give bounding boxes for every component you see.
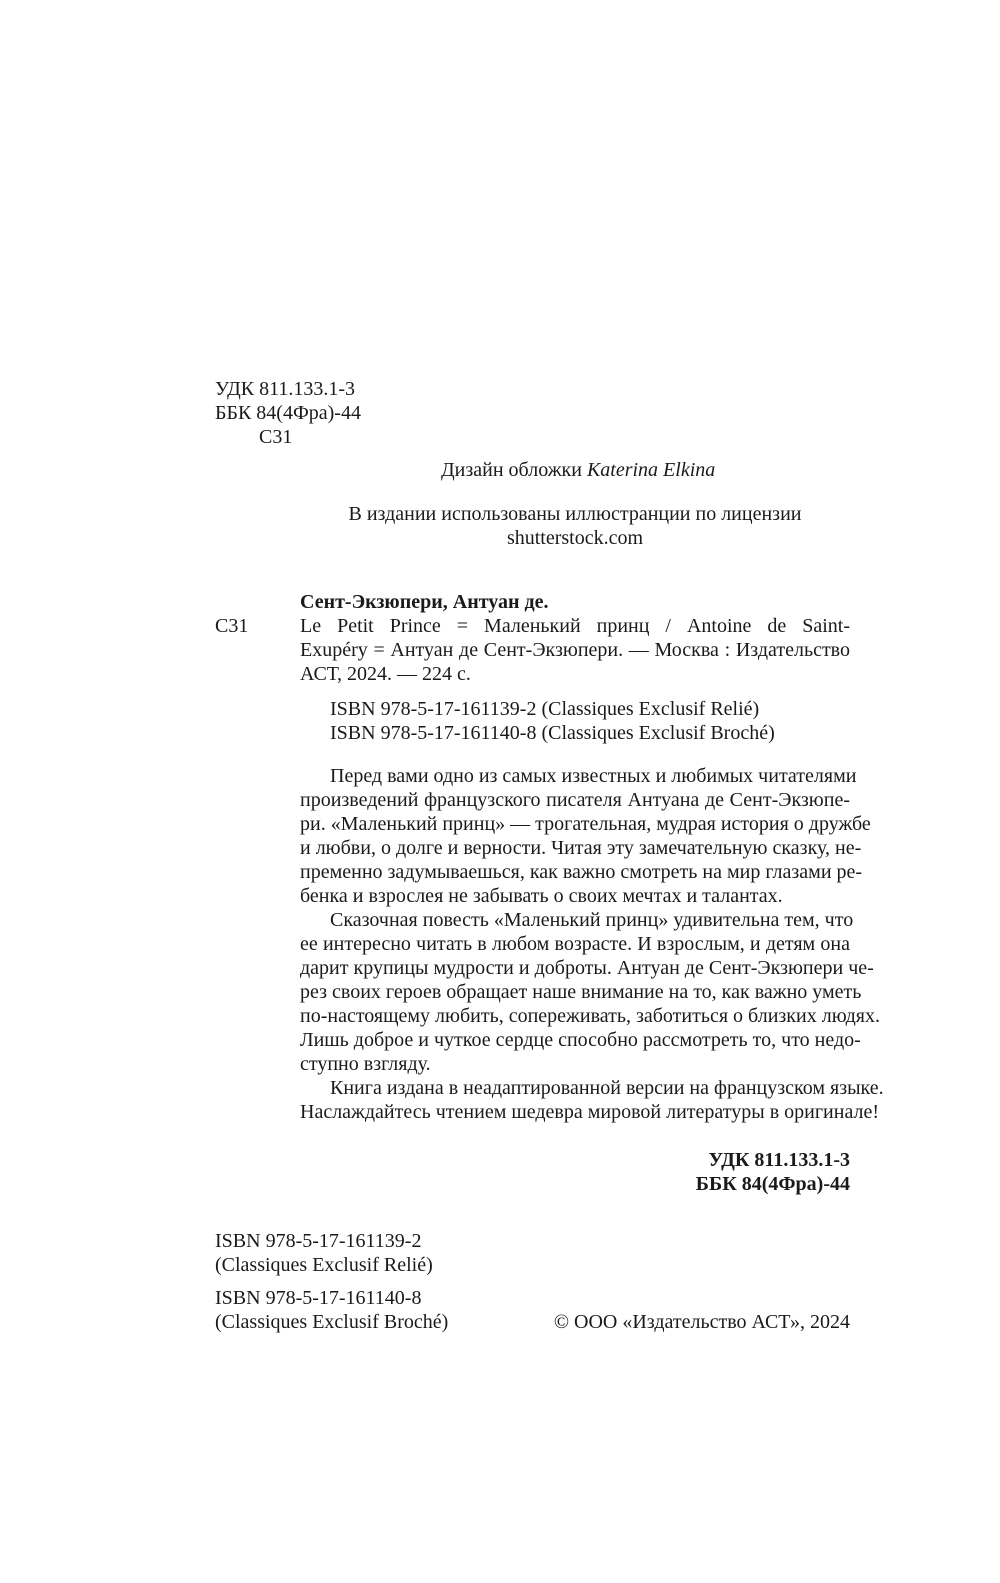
annotation-line: бенка и взрослея не забывать о своих мечтах и талантах. bbox=[300, 885, 783, 907]
bbk-code: ББК 84(4Фра)-44 bbox=[215, 402, 361, 424]
bib-author-mark: С31 bbox=[215, 615, 249, 637]
annotation-line: Книга издана в неадаптированной версии на французском языке. bbox=[330, 1077, 884, 1099]
cover-design-credit bbox=[441, 458, 715, 482]
annotation-line: Наслаждайтесь чтением шедевра мировой литературы в оригинале! bbox=[300, 1101, 880, 1123]
annotation-line: ступно взгляду. bbox=[300, 1053, 431, 1075]
author-mark: С31 bbox=[259, 426, 293, 448]
bbk-code-bold: ББК 84(4Фра)-44 bbox=[695, 1173, 850, 1195]
annotation-line: Лишь доброе и чуткое сердце способно рассмотреть то, что недо- bbox=[300, 1029, 861, 1051]
annotation-paragraph-2 bbox=[300, 908, 880, 1076]
footer-isbn-number: ISBN 978-5-17-161139-2 bbox=[215, 1230, 422, 1252]
bib-description-line: Le Petit Prince = Маленький принц / Antoine de Saint- bbox=[300, 615, 850, 637]
bib-isbn-line: ISBN 978-5-17-161139-2 (Classiques Exclusif Relié) bbox=[330, 698, 760, 720]
annotation-paragraph-1 bbox=[300, 764, 871, 908]
udk-code: УДК 811.133.1-3 bbox=[215, 378, 356, 400]
footer-isbn-number: ISBN 978-5-17-161140-8 bbox=[215, 1287, 422, 1309]
illustrations-license-line2: shutterstock.com bbox=[506, 527, 644, 549]
footer-isbn-edition: (Classiques Exclusif Broché) bbox=[215, 1311, 449, 1333]
footer-isbn-edition: (Classiques Exclusif Relié) bbox=[215, 1254, 433, 1276]
annotation-line: Сказочная повесть «Маленький принц» удивительна тем, что bbox=[330, 909, 854, 931]
annotation-line: Перед вами одно из самых известных и любимых читателями bbox=[330, 765, 857, 787]
cover-design-label: Дизайн обложки bbox=[441, 459, 582, 481]
illustrations-license-line1: В издании использованы иллюстранции по лицензии bbox=[348, 503, 802, 525]
annotation-line: рез своих героев обращает наше внимание на то, как важно уметь bbox=[300, 981, 862, 1003]
cover-designer-name: Katerina Elkina bbox=[586, 459, 716, 481]
author-heading: Сент-Экзюпери, Антуан де. bbox=[300, 591, 549, 613]
bib-description bbox=[300, 614, 850, 686]
annotation-line: ее интересно читать в любом возрасте. И взрослым, и детям она bbox=[300, 933, 850, 955]
annotation-paragraph-3 bbox=[300, 1076, 884, 1124]
bib-isbn-line: ISBN 978-5-17-161140-8 (Classiques Exclusif Broché) bbox=[330, 722, 775, 744]
annotation-line: и любви, о долге и верности. Читая эту замечательную сказку, не- bbox=[300, 837, 862, 859]
annotation-line: ри. «Маленький принц» — трогательная, мудрая история о дружбе bbox=[300, 813, 871, 835]
annotation-line: по-настоящему любить, сопереживать, заботиться о близких людях. bbox=[300, 1005, 880, 1027]
copyright-notice: © ООО «Издательство АСТ», 2024 bbox=[553, 1311, 850, 1333]
annotation-line: дарит крупицы мудрости и доброты. Антуан де Сент-Экзюпери че- bbox=[300, 957, 874, 979]
udk-code-bold: УДК 811.133.1-3 bbox=[708, 1149, 850, 1171]
bib-description-line: АСТ, 2024. — 224 с. bbox=[300, 663, 471, 685]
bib-description-line: Exupéry = Антуан де Сент-Экзюпери. — Москва : Издательство bbox=[300, 639, 850, 661]
annotation-line: произведений французского писателя Антуана де Сент-Экзюпе- bbox=[300, 789, 850, 811]
annotation-line: пременно задумываешься, как важно смотреть на мир глазами ре- bbox=[300, 861, 863, 883]
